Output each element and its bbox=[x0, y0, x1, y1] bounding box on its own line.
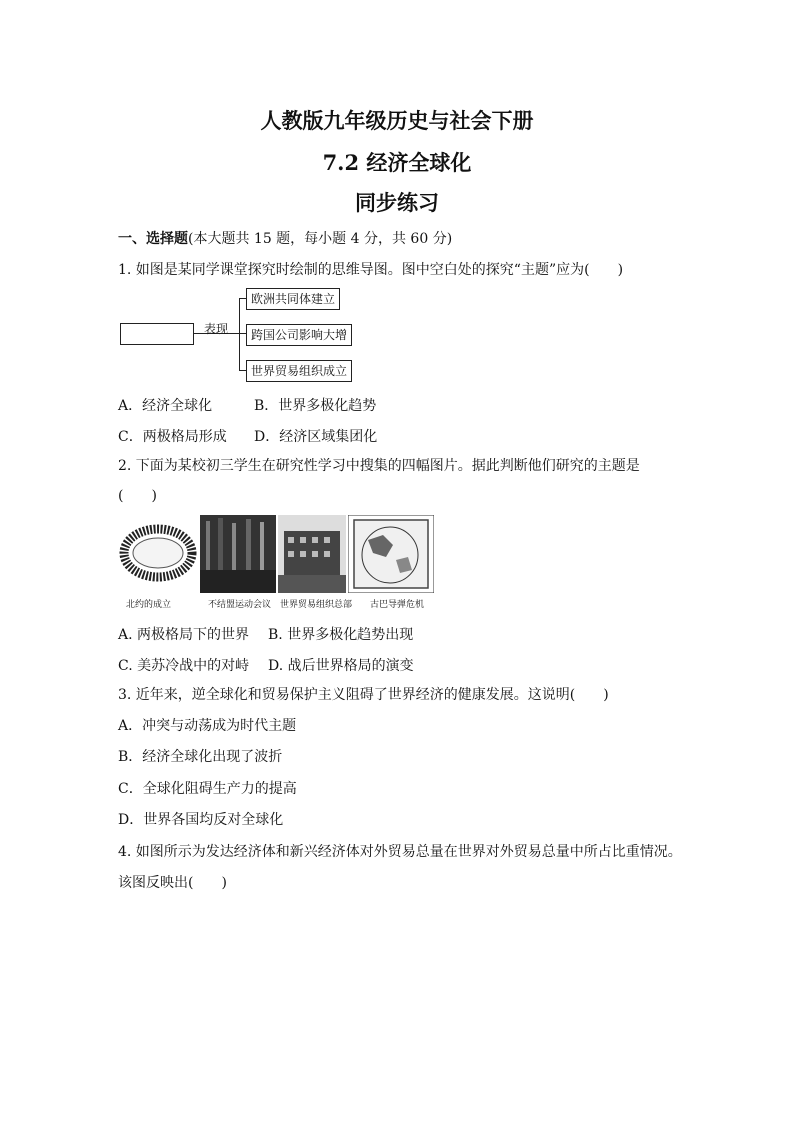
q1-mindmap bbox=[118, 285, 378, 385]
mindmap-item: 欧洲共同体建立 bbox=[246, 288, 340, 310]
q4-stem: 4. 如图所示为发达经济体和新兴经济体对外贸易总量在世界对外贸易总量中所占比重情况。 bbox=[118, 844, 682, 860]
section-note: (本大题共 15 题，每小题 4 分，共 60 分) bbox=[188, 231, 453, 247]
section-heading bbox=[118, 230, 452, 248]
q2-photo-strip bbox=[118, 515, 443, 610]
mindmap-bracket bbox=[239, 298, 240, 370]
caption-1: 北约的成立 bbox=[126, 600, 172, 610]
option-d: D. 战后世界格局的演变 bbox=[268, 658, 414, 674]
q1-options-row-2 bbox=[118, 426, 377, 446]
mindmap-branch-line bbox=[239, 333, 246, 334]
exercise-title: 同步练习 bbox=[355, 190, 439, 215]
option-c: C. 美苏冷战中的对峙 bbox=[118, 658, 250, 674]
q2-options-row-2 bbox=[118, 655, 414, 675]
option-a: A．冲突与动荡成为时代主题 bbox=[118, 718, 297, 734]
mindmap-item: 世界贸易组织成立 bbox=[246, 360, 352, 382]
mindmap-blank-box bbox=[120, 323, 194, 345]
photo-nonaligned-meeting bbox=[200, 515, 276, 593]
option-b: B．世界多极化趋势 bbox=[254, 398, 377, 414]
q1-stem: 1. 如图是某同学课堂探究时绘制的思维导图。图中空白处的探究“主题”应为( ) bbox=[118, 262, 624, 278]
mindmap-branch-line bbox=[239, 298, 246, 299]
caption-3: 世界贸易组织总部 bbox=[280, 600, 353, 610]
photo-nato-founding bbox=[118, 515, 198, 593]
option-c: C．两极格局形成 bbox=[118, 429, 227, 445]
photo-wto-headquarters bbox=[278, 515, 346, 593]
q4-stem-cont: 该图反映出( ) bbox=[118, 875, 227, 891]
q2-stem: 2. 下面为某校初三学生在研究性学习中搜集的四幅图片。据此判断他们研究的主题是 bbox=[118, 458, 640, 474]
option-a: A. 两极格局下的世界 bbox=[118, 627, 250, 643]
option-d: D．经济区域集团化 bbox=[254, 429, 378, 445]
option-d: D．世界各国均反对全球化 bbox=[118, 812, 284, 828]
mindmap-connector-label: 表现 bbox=[204, 322, 229, 336]
q2-stem-cont: ( ) bbox=[118, 488, 157, 504]
caption-4: 古巴导弹危机 bbox=[370, 600, 425, 610]
q1-options-row-1 bbox=[118, 395, 376, 415]
option-c: C．全球化阻碍生产力的提高 bbox=[118, 781, 297, 797]
q2-options-row-1 bbox=[118, 624, 413, 644]
option-b: B. 世界多极化趋势出现 bbox=[268, 627, 414, 643]
section-label: 一、选择题 bbox=[118, 231, 188, 247]
mindmap-item: 跨国公司影响大增 bbox=[246, 324, 352, 346]
mindmap-branch-line bbox=[239, 370, 246, 371]
option-a: A．经济全球化 bbox=[118, 398, 213, 414]
caption-2: 不结盟运动会议 bbox=[208, 600, 272, 610]
q3-stem: 3. 近年来，逆全球化和贸易保护主义阻碍了世界经济的健康发展。这说明( ) bbox=[118, 687, 609, 703]
lesson-title: 7.2 经济全球化 bbox=[322, 150, 472, 175]
photo-cuba-missile-map bbox=[348, 515, 434, 593]
doc-title: 人教版九年级历史与社会下册 bbox=[260, 108, 534, 133]
option-b: B．经济全球化出现了波折 bbox=[118, 749, 283, 765]
